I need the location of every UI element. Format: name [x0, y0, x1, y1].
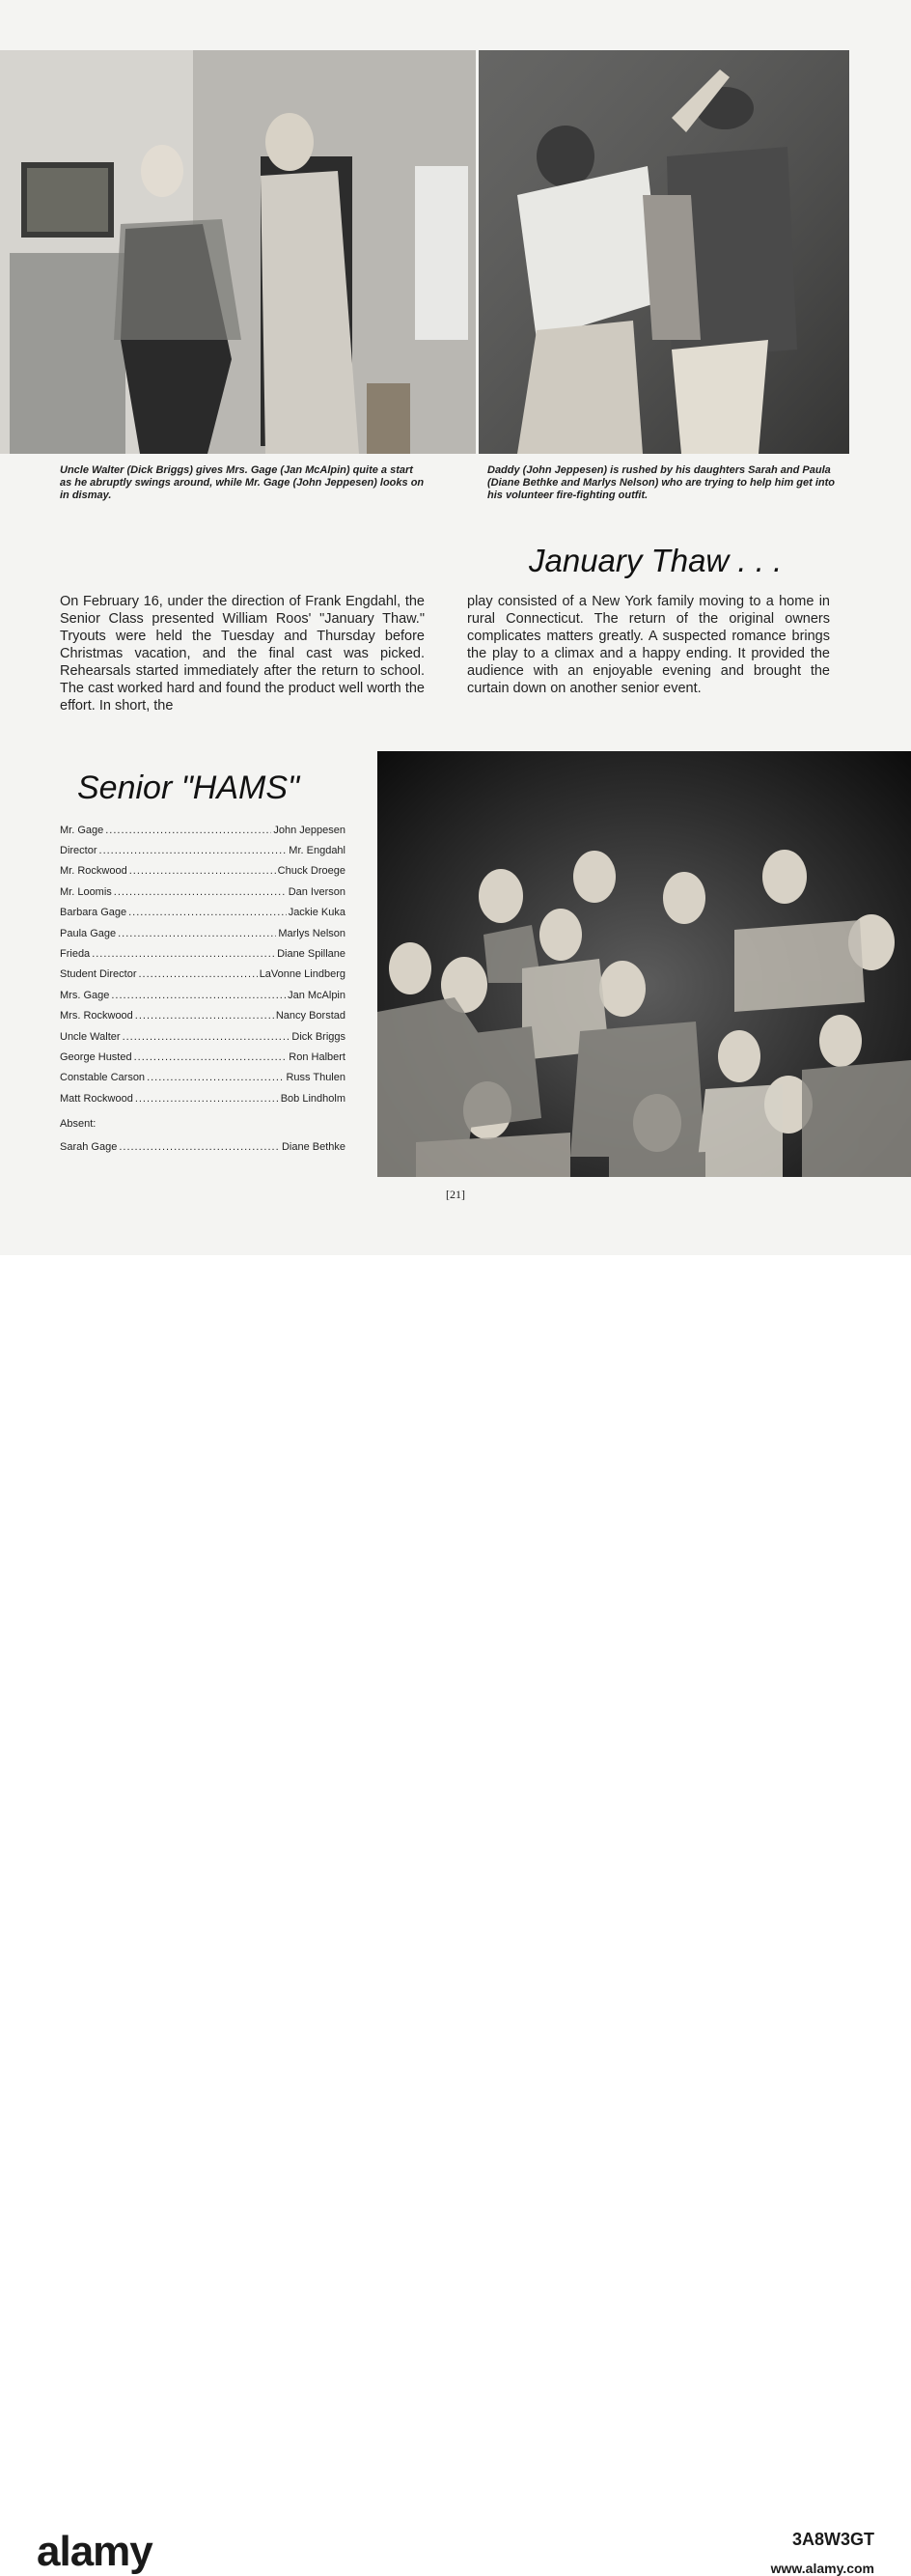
- leader-dots: [99, 845, 288, 856]
- cast-list: [60, 820, 345, 1108]
- cast-actor: Diane Bethke: [281, 1140, 345, 1153]
- cast-role: Mr. Rockwood: [60, 865, 127, 878]
- cast-role: Paula Gage: [60, 927, 117, 939]
- leader-dots: [111, 990, 286, 1001]
- leader-dots: [114, 886, 287, 898]
- photo-fire-fighting-outfit: [479, 50, 849, 454]
- cast-row: [60, 1088, 345, 1108]
- cast-role: Mrs. Gage: [60, 989, 110, 1001]
- leader-dots: [134, 1051, 288, 1063]
- cast-actor: Marlys Nelson: [278, 927, 345, 939]
- watermark-footer: [0, 1255, 911, 2576]
- leader-dots: [147, 1072, 284, 1083]
- leader-dots: [129, 865, 276, 877]
- absent-label: Absent:: [60, 1118, 97, 1130]
- cast-actor: LaVonne Lindberg: [259, 968, 345, 981]
- absent-row: [60, 1136, 345, 1157]
- cast-role: Frieda: [60, 948, 91, 961]
- article-title: January Thaw . . .: [529, 543, 783, 578]
- cast-role: Constable Carson: [60, 1072, 146, 1084]
- cast-actor: Dan Iverson: [288, 885, 345, 898]
- leader-dots: [105, 825, 271, 836]
- cast-row: [60, 903, 345, 923]
- cast-actor: Russ Thulen: [286, 1072, 345, 1084]
- cast-role: Mr. Gage: [60, 824, 104, 836]
- leader-dots: [128, 907, 287, 918]
- cast-row: [60, 985, 345, 1005]
- cast-row: [60, 943, 345, 964]
- article-column-1: On February 16, under the direction of Frank Engdahl, the Senior Class presented William Roos' "January Thaw." Tryouts were held the Tuesday and Thursday before Christmas vacation, and the final cast was picked. Rehearsals started immediately after the return to school. The cast worked hard and found the product well worth the effort. In short, the: [60, 594, 425, 714]
- cast-role: Mr. Loomis: [60, 885, 112, 898]
- cast-actor: Dick Briggs: [291, 1030, 345, 1043]
- leader-dots: [92, 948, 275, 960]
- cast-role: Matt Rockwood: [60, 1092, 133, 1105]
- article-column-2: play consisted of a New York family moving to a home in rural Connecticut. The return of the original owners complicates matters greatly. A suspected romance brings the play to a climax and a happy ending. It provided the audience with an enjoyable evening and brought the curtain down on another senior event.: [467, 594, 830, 696]
- cast-role: Director: [60, 845, 97, 857]
- photo-senior-hams-group: [377, 751, 911, 1177]
- cast-actor: Bob Lindholm: [280, 1092, 345, 1105]
- leader-dots: [135, 1093, 279, 1105]
- leader-dots: [118, 928, 276, 939]
- cast-actor: Mr. Engdahl: [289, 845, 345, 857]
- caption-top-right: Daddy (John Jeppesen) is rushed by his daughters Sarah and Paula (Diane Bethke and Marlys Nelson) who are trying to help him get into his volunteer fire-fighting outfit.: [487, 464, 835, 501]
- leader-dots: [138, 968, 257, 980]
- cast-actor: John Jeppesen: [273, 824, 345, 836]
- cast-row: [60, 1006, 345, 1026]
- leader-dots: [135, 1010, 274, 1022]
- cast-actor: Ron Halbert: [289, 1050, 345, 1063]
- cast-actor: Diane Spillane: [277, 948, 345, 961]
- cast-actor: Jackie Kuka: [288, 907, 345, 919]
- cast-list-title: Senior "HAMS": [77, 770, 300, 806]
- image-id: 3A8W3GT: [791, 2530, 874, 2549]
- cast-role: Uncle Walter: [60, 1030, 121, 1043]
- cast-role: Sarah Gage: [60, 1140, 118, 1153]
- cast-row: [60, 840, 345, 860]
- yearbook-page: [0, 0, 911, 1255]
- cast-row: [60, 923, 345, 943]
- caption-top-left: Uncle Walter (Dick Briggs) gives Mrs. Gage (Jan McAlpin) quite a start as he abruptly swings around, while Mr. Gage (John Jeppesen) looks on in dismay.: [60, 464, 425, 501]
- cast-row: [60, 1026, 345, 1047]
- page-number: [21]: [446, 1188, 465, 1201]
- cast-actor: Nancy Borstad: [275, 1010, 345, 1022]
- photo-uncle-walter-scene: [0, 50, 476, 454]
- cast-role: Mrs. Rockwood: [60, 1010, 133, 1022]
- cast-row: [60, 820, 345, 840]
- cast-actor: Jan McAlpin: [288, 989, 345, 1001]
- cast-role: Student Director: [60, 968, 137, 981]
- leader-dots: [123, 1031, 290, 1043]
- site-url: www.alamy.com: [770, 2561, 874, 2576]
- cast-row: [60, 1047, 345, 1067]
- cast-actor: Chuck Droege: [277, 865, 345, 878]
- cast-row: [60, 861, 345, 882]
- cast-role: Barbara Gage: [60, 907, 127, 919]
- cast-role: George Husted: [60, 1050, 132, 1063]
- cast-row: [60, 882, 345, 902]
- cast-row: [60, 1068, 345, 1088]
- leader-dots: [119, 1141, 280, 1153]
- alamy-logo: alamy: [37, 2528, 152, 2575]
- cast-row: [60, 965, 345, 985]
